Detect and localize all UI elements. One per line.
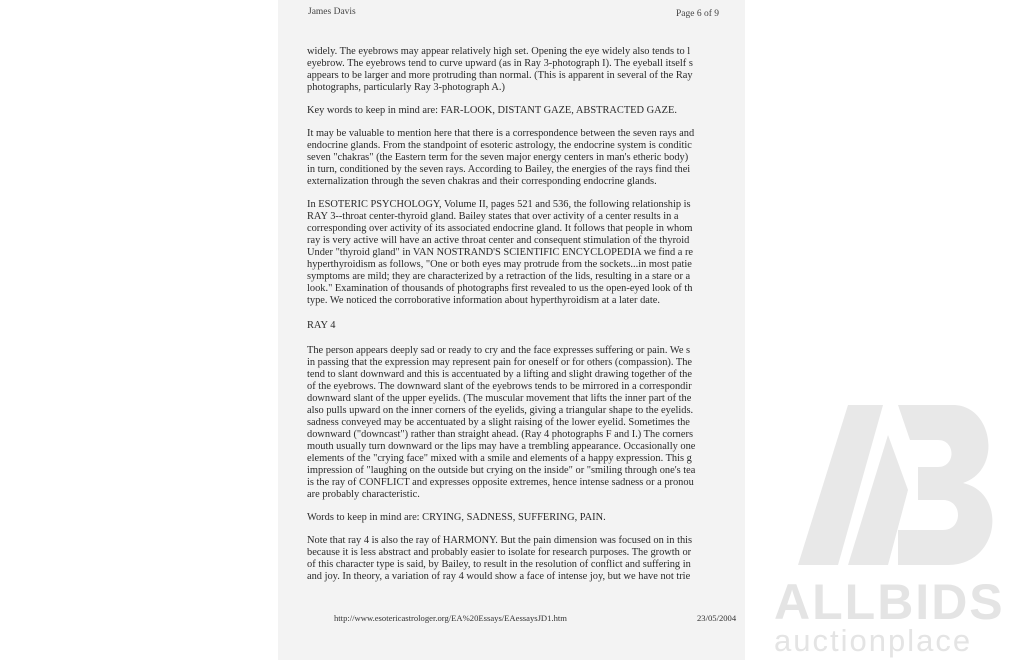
paragraph [307,105,745,117]
paragraph [307,345,745,501]
paragraph [307,320,745,332]
paragraph-gap [307,188,745,199]
text-line: eyebrow. The eyebrows tend to curve upward (as in Ray 3-photograph I). The eyeball itself s [307,58,693,69]
text-line: type. We noticed the corroborative information about hyperthyroidism at a later date. [307,295,661,306]
paragraph [307,535,745,583]
paragraph-gap [307,501,745,512]
text-line: endocrine glands. From the standpoint of esoteric astrology, the endocrine system is conditic [307,140,692,151]
text-line: also pulls upward on the inner corners of the eyelids, giving a triangular shape to the eyelids. [307,405,694,416]
text-line: impression of "laughing on the outside but crying on the inside" or "smiling through one's tea [307,465,696,476]
text-line: look." Examination of thousands of photographs first revealed to us the open-eyed look of th [307,283,693,294]
text-line: symptoms are mild; they are characterized by a retraction of the lids, resulting in a stare or a [307,271,691,282]
text-line: mouth usually turn downward or the lips may have a trembling appearance. Occasionally one [307,441,696,452]
text-line: in turn, conditioned by the seven rays. According to Bailey, the energies of the rays find thei [307,164,691,175]
paragraph [307,199,745,307]
paragraph [307,46,745,94]
footer-date: 23/05/2004 [697,613,737,623]
text-line: Under "thyroid gland" in VAN NOSTRAND'S SCIENTIFIC ENCYCLOPEDIA we find a re [307,247,694,258]
text-line: It may be valuable to mention here that there is a correspondence between the seven rays and [307,128,695,139]
paragraph-gap [307,94,745,105]
text-line: downward ("downcast") rather than straight ahead. (Ray 4 photographs F and I.) The corners [307,429,693,440]
text-line: Words to keep in mind are: CRYING, SADNESS, SUFFERING, PAIN. [307,512,606,523]
allbids-logo-icon [778,395,998,570]
watermark-tagline: auctionplace [774,623,973,658]
text-line: ray is very active will have an active throat center and consequent stimulation of the thyroid [307,235,690,246]
text-line: Note that ray 4 is also the ray of HARMONY. But the pain dimension was focused on in this [307,535,693,546]
header-page-number: Page 6 of 9 [675,9,719,19]
text-line: Key words to keep in mind are: FAR-LOOK, DISTANT GAZE, ABSTRACTED GAZE. [307,105,677,116]
text-line: photographs, particularly Ray 3-photograph A.) [307,82,505,93]
allbids-watermark [760,395,1024,660]
text-line: tend to slant downward and this is accentuated by a lifting and slight drawing together of the [307,369,692,380]
text-line: sadness conveyed may be accentuated by a slight raising of the lower eyelid. Sometimes the [307,417,690,428]
background-left [0,0,278,660]
watermark-brand: ALLBIDS [774,574,1005,630]
page-content [307,0,745,660]
text-line: In ESOTERIC PSYCHOLOGY, Volume II, pages 521 and 536, the following relationship is [307,199,691,210]
text-line: seven "chakras" (the Eastern term for the seven major energy centers in man's etheric body) [307,152,689,163]
text-line: are probably characteristic. [307,489,420,500]
body-text [307,46,745,583]
header-author: James Davis [308,7,356,17]
text-line: appears to be larger and more protruding than normal. (This is apparent in several of the Ray [307,70,693,81]
text-line: elements of the "crying face" mixed with a smile and elements of a happy expression. This g [307,453,692,464]
text-line: of this character type is said, by Bailey, to result in the resolution of conflict and suffering in [307,559,691,570]
text-line: is the ray of CONFLICT and expresses opposite extremes, hence intense sadness or a pronou [307,477,694,488]
paragraph [307,128,745,188]
text-line: of the eyebrows. The downward slant of the eyebrows tends to be mirrored in a correspondir [307,381,692,392]
text-line: downward slant of the upper eyelids. (The muscular movement that lifts the inner part of the [307,393,692,404]
paragraph-gap [307,307,745,320]
text-line: corresponding over activity of its associated endocrine gland. It follows that people in whom [307,223,693,234]
text-line: The person appears deeply sad or ready to cry and the face expresses suffering or pain. We s [307,345,691,356]
text-line: RAY 3--throat center-thyroid gland. Bailey states that over activity of a center results in a [307,211,679,222]
text-line: because it is less abstract and probably easier to isolate for research purposes. The growth or [307,547,692,558]
text-line: in passing that the expression may represent pain for oneself or for others (compassion). The [307,357,693,368]
text-line: externalization through the seven chakras and their corresponding endocrine glands. [307,176,657,187]
paragraph-gap [307,332,745,345]
scanned-page [278,0,745,660]
text-line: widely. The eyebrows may appear relatively high set. Opening the eye widely also tends to l [307,46,691,57]
text-line: and joy. In theory, a variation of ray 4 would show a face of intense joy, but we have not trie [307,571,691,582]
text-line: RAY 4 [307,320,336,331]
footer-url: http://www.esotericastrologer.org/EA%20Essays/EAessaysJD1.htm [334,613,567,623]
paragraph-gap [307,524,745,535]
paragraph-gap [307,117,745,128]
text-line: hyperthyroidism as follows, "One or both eyes may protrude from the sockets...in most patie [307,259,692,270]
paragraph [307,512,745,524]
